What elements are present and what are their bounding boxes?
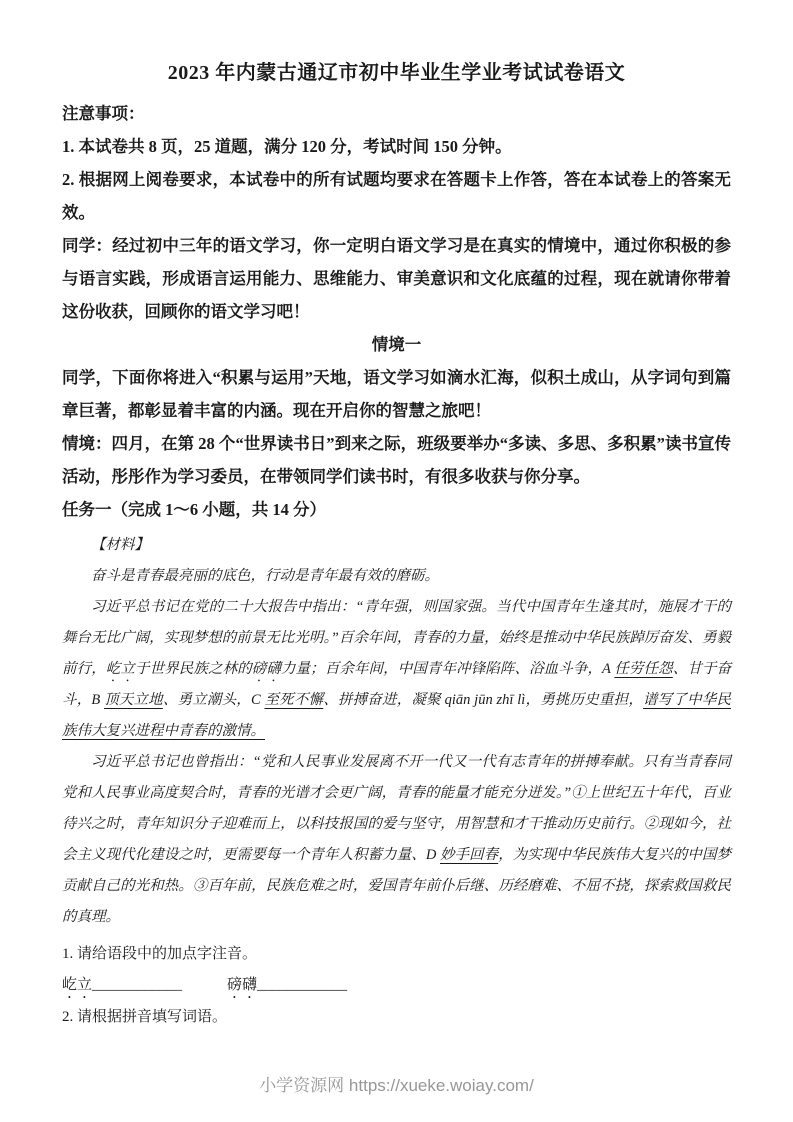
- material-paragraph-2: [62, 592, 731, 747]
- emphasized-characters: 屹立: [62, 977, 93, 993]
- emphasized-characters: 磅礴: [227, 977, 258, 993]
- material-paragraph-1: [62, 561, 731, 592]
- question-1-answer-blanks: [62, 970, 731, 1002]
- notice-item-1: 1. 本试卷共 8 页，25 道题，满分 120 分，考试时间 150 分钟。: [62, 137, 512, 156]
- text-segment: 、拼搏奋进，凝聚 qiān jūn zhī lì，勇挑历史重担，: [323, 692, 644, 708]
- scenario-one-context: 情境：四月，在第 28 个“世界读书日”到来之际，班级要举办“多读、多思、多积累”读书宣传活动，彤彤作为学习委员，在带领同学们读书时，有很多收获与你分享。: [62, 434, 731, 486]
- underlined-phrase: 至死不懈: [264, 692, 324, 708]
- text-segment: 习近平总书记也曾指出：“党和人民事业发展离不开一代又一代有志青年的拼搏奉献。只有当青春同党和人民事业高度契合时，青春的光谱才会更广阔，青春的能量才能充分迸发。”①上世纪五十年代，百业待兴之时，青年知识分子迎难而上，以科技报国的爱与坚守，用智慧和才干推动历史前行。②现如今，社会主义现代化建设之时，更需要每一个青年人积蓄力量、D: [62, 754, 731, 863]
- text-segment: 、勇立潮头，C: [162, 692, 265, 708]
- underlined-phrase: 任劳任怨: [614, 661, 673, 677]
- text-segment: 习近平总书记在党的二十大报告中指出：“青年强，则国家强。当代中国青年生逢其时，施展才干的舞台无比广阔，实现梦想的前景无比光明。”百余年间，青春的力量，始终是推动中华民族踔厉奋发、勇毅前行，: [62, 599, 731, 677]
- footer-url-link[interactable]: https://xueke.woiay.com/: [348, 1076, 534, 1095]
- underlined-phrase: 顶天立地: [104, 692, 163, 708]
- notice-section: [62, 97, 731, 526]
- notice-heading: 注意事项：: [62, 104, 145, 123]
- text-segment: 奋斗是青春最亮丽的底色，行动是青年最有效的磨砺。: [91, 568, 439, 584]
- questions-section: [62, 939, 731, 1033]
- page-title: 2023 年内蒙古通辽市初中毕业生学业考试试卷语文: [167, 62, 626, 84]
- emphasized-characters: 屹立: [105, 661, 135, 677]
- answer-blank: ____________: [257, 977, 348, 993]
- answer-blank: ____________: [92, 977, 183, 993]
- question-2: 2. 请根据拼音填写词语。: [62, 1009, 228, 1025]
- scenario-one-intro: 同学，下面你将进入“积累与运用”天地，语文学习如滴水汇海，似积土成山，从字词句到篇章巨著，都彰显着丰富的内涵。现在开启你的智慧之旅吧！: [62, 368, 731, 420]
- material-label: 【材料】: [91, 537, 149, 553]
- footer-site-name: 小学资源网: [259, 1076, 345, 1095]
- text-segment: 、甘于奋斗，B: [62, 661, 732, 708]
- text-segment: 于世界民族之林的: [135, 661, 252, 677]
- emphasized-characters: 磅礴: [251, 661, 281, 677]
- notice-item-2: 2. 根据网上阅卷要求，本试卷中的所有试题均要求在答题卡上作答，答在本试卷上的答案无效。: [62, 170, 731, 222]
- task-one-heading: 任务一（完成 1～6 小题，共 14 分）: [62, 500, 326, 519]
- underlined-phrase: 妙手回春: [439, 847, 499, 863]
- text-segment: 力量；百余年间，中国青年冲锋陷阵、浴血斗争，A: [280, 661, 615, 677]
- scenario-one-heading: 情境一: [371, 335, 422, 354]
- material-paragraph-3: [62, 747, 731, 933]
- footer-credit: [0, 1071, 793, 1096]
- question-1: 1. 请给语段中的加点字注音。: [62, 946, 258, 962]
- text-segment: [182, 977, 227, 993]
- underlined-phrase: 谱写了中华民族伟大复兴进程中青春的激情。: [62, 692, 732, 739]
- text-segment: ，为实现中华民族伟大复兴的中国梦贡献自己的光和热。③百年前，民族危难之时，爱国青年前仆后继、历经磨难、不屈不挠，探索救国救民的真理。: [62, 847, 731, 925]
- material-section: [62, 530, 731, 933]
- intro-paragraph: 同学：经过初中三年的语文学习，你一定明白语文学习是在真实的情境中，通过你积极的参与语言实践，形成语言运用能力、思维能力、审美意识和文化底蕴的过程，现在就请你带着这份收获，回顾你的语文学习吧！: [62, 236, 731, 321]
